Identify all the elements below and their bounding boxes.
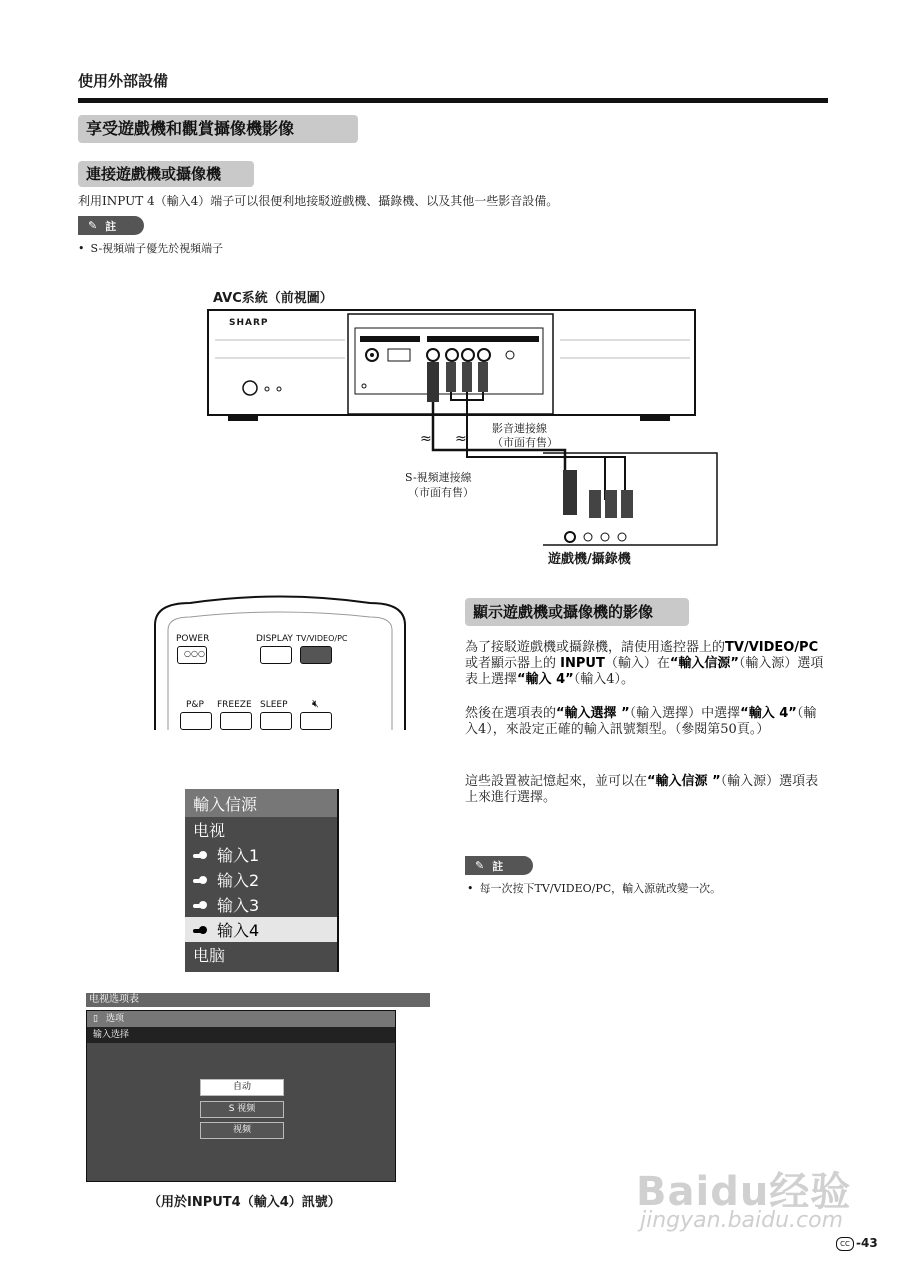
option-video[interactable]: 视频 [200,1122,284,1139]
input-source-menu [185,789,339,972]
tv-menu-item[interactable]: 输入选择 [87,1027,395,1043]
page-number: -43 [856,1236,878,1250]
sub-title: 連接遊戲機或攝像機 [78,161,254,187]
tv-menu-panel [86,1010,396,1182]
header-rule [78,98,828,103]
menu-item-input4[interactable]: 输入4 [185,917,337,942]
device-label: 遊戲機/攝錄機 [548,552,631,567]
cc-icon: CC [836,1237,854,1251]
menu-item-input1[interactable]: 输入1 [185,842,337,867]
mute-icon: 🔇︎ [312,697,319,710]
tv-menu-tab[interactable]: ▯ 选项 [87,1011,395,1027]
pp-button[interactable] [180,712,212,730]
plug-icon [193,876,207,884]
sv-cable-label: S-視頻連接線 [405,471,472,484]
menu-item-input2[interactable]: 输入2 [185,867,337,892]
sv-cable-label-2: （市面有售） [408,486,474,499]
tvvideopc-button[interactable] [300,646,332,664]
menu-item-pc[interactable]: 电脑 [193,946,226,965]
menu-item-tv[interactable]: 电视 [193,821,226,840]
intro-text: 利用INPUT 4（輸入4）端子可以很便利地接駁遊戲機、攝錄機、以及其他一些影音設備。 [78,194,559,208]
section-header: 使用外部設備 [78,72,169,90]
av-cable-label-2: （市面有售） [492,436,558,449]
freeze-label: FREEZE [217,700,252,710]
av-cable-label: 影音連接線 [492,422,547,435]
sleep-button[interactable] [260,712,292,730]
pp-label: P&P [186,700,204,710]
freeze-button[interactable] [220,712,252,730]
option-svideo[interactable]: S 视频 [200,1101,284,1118]
display-button[interactable] [260,646,292,664]
watermark-url: jingyan.baidu.com [640,1208,844,1233]
tv-menu-title: 电视选项表 [86,993,430,1007]
main-title: 享受遊戲機和觀賞攝像機影像 [78,115,358,143]
right-title: 顯示遊戲機或攝像機的影像 [465,598,689,626]
svg-text:≈: ≈ [420,431,432,447]
tvvideopc-label: TV/VIDEO/PC [296,634,348,643]
plug-icon [193,901,207,909]
sleep-label: SLEEP [260,700,288,710]
note-2: • 每一次按下TV/VIDEO/PC，輸入源就改變一次。 [467,880,721,896]
tv-menu-caption: （用於INPUT4（輸入4）訊號） [148,1195,341,1210]
svg-text:≈: ≈ [455,431,467,447]
menu-title: 輸入信源 [185,789,337,817]
connection-diagram [205,300,725,570]
paragraph-2: 然後在選項表的“輸入選擇 ”（輸入選擇）中選擇“輸入 4”（輸入4），來設定正確的輸入訊號類型。（參閱第50頁。） [465,706,817,737]
diagram-title: AVC系統（前視圖） [213,291,333,306]
menu-item-input3[interactable]: 输入3 [185,892,337,917]
plug-icon [193,851,207,859]
note-1: • S-視頻端子優先於視頻端子 [78,240,223,256]
power-label: POWER [176,634,210,644]
brand-logo: SHARP [229,318,269,328]
pencil-icon: ✎ [475,859,485,872]
option-auto[interactable]: 自动 [200,1079,284,1096]
display-label: DISPLAY [256,634,293,644]
plug-icon [193,926,207,934]
mute-button[interactable] [300,712,332,730]
doc-icon: ▯ [93,1014,98,1024]
power-button[interactable]: ○○○ [177,646,207,664]
pencil-icon: ✎ [88,219,98,232]
watermark-brand: Baidu经验 [636,1169,852,1215]
note-badge-2: ✎ 註 [465,856,533,875]
paragraph-3: 這些設置被記憶起來，並可以在“輸入信源 ”（輸入源）選項表上來進行選擇。 [465,774,819,805]
note-badge: ✎ 註 [78,216,144,235]
paragraph-1: 為了接駁遊戲機或攝錄機，請使用遙控器上的TV/VIDEO/PC或者顯示器上的 INPUT（輸入）在“輸入信源”（輸入源）選項表上選擇“輸入 4”（輸入4）。 [465,640,824,687]
